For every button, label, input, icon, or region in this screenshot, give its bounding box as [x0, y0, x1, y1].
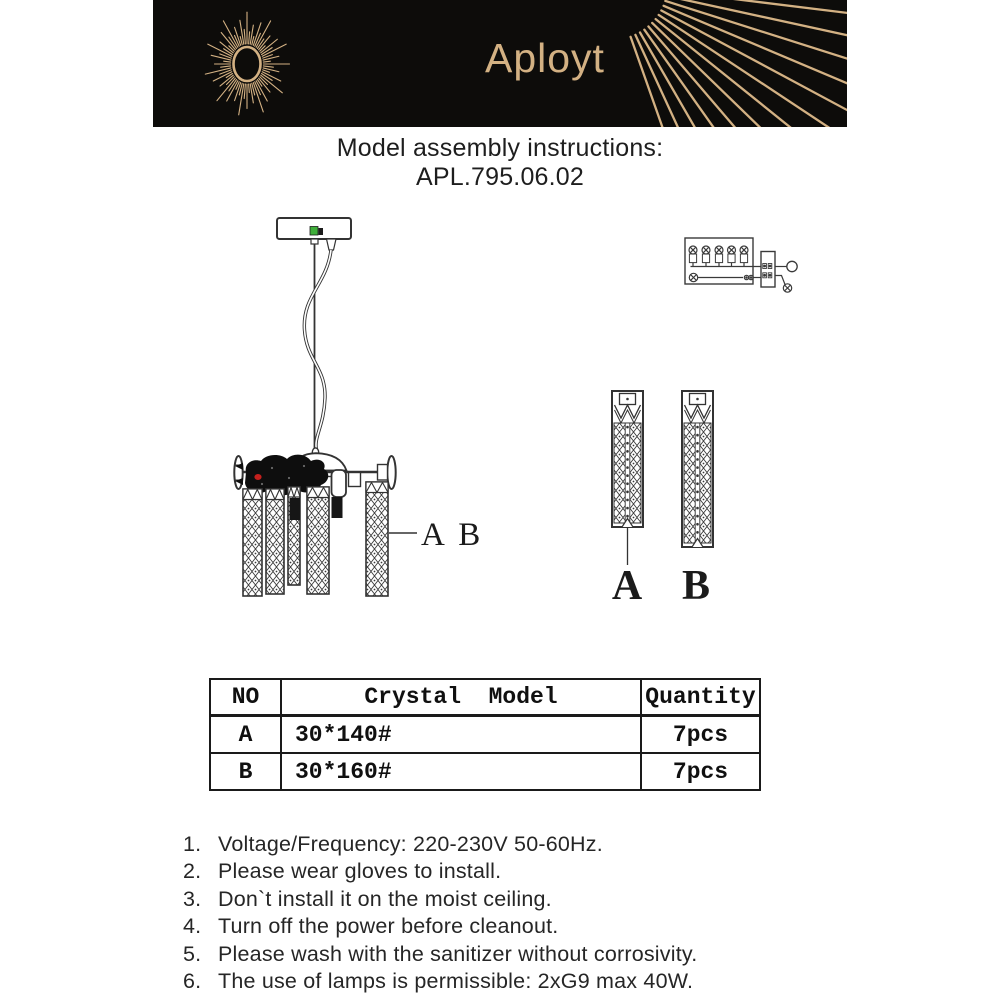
page-title-line1: Model assembly instructions:: [336, 134, 664, 162]
parts-table: [209, 678, 761, 791]
list-item: [183, 858, 863, 885]
list-item: [183, 968, 863, 995]
right-bracket: [378, 465, 388, 481]
power-cord-inner: [304, 250, 331, 450]
rod-attachment: [311, 239, 318, 244]
holder-bracket: [349, 473, 361, 487]
dark-sleeve-right: [332, 497, 343, 518]
output-circle: [787, 261, 797, 271]
item-text: Please wear gloves to install.: [218, 859, 502, 884]
lamp-symbols-row: [689, 246, 748, 267]
table-header-row: [210, 679, 760, 716]
terminal-block: [761, 252, 775, 288]
item-text: The use of lamps is permissible: 2xG9 max 40W.: [218, 969, 694, 994]
output-wire-2: [775, 276, 785, 285]
instructions-list: [183, 831, 863, 995]
header-no: NO: [210, 679, 281, 716]
crystal-b-drawing: [682, 391, 713, 547]
list-item: [183, 913, 863, 940]
red-crystal-mark: [254, 474, 261, 480]
header-crystal-model: Crystal Model: [281, 679, 641, 716]
item-text: Don`t install it on the moist ceiling.: [218, 886, 552, 911]
item-number: 2.: [183, 859, 202, 884]
table-row: [210, 753, 760, 790]
output-lamp-symbol: [783, 284, 791, 292]
list-item: [183, 831, 863, 858]
item-number: 5.: [183, 941, 202, 966]
brand-wordmark: Aployt: [485, 35, 605, 81]
cell-no: A: [210, 716, 281, 754]
model-number: APL.795.06.02: [415, 163, 585, 191]
dark-sleeve-left: [290, 498, 301, 520]
crystal-panels: [243, 482, 388, 596]
cell-no: B: [210, 753, 281, 790]
list-item: [183, 941, 863, 968]
item-number: 6.: [183, 969, 202, 994]
bulb-holder: [332, 470, 347, 497]
cord-grip: [327, 239, 337, 250]
crystal-b-label: B: [681, 563, 711, 609]
cell-qty: 7pcs: [641, 716, 760, 754]
cell-qty: 7pcs: [641, 753, 760, 790]
bottom-lamp-symbol: [689, 273, 761, 281]
item-number: 1.: [183, 832, 202, 856]
crystal-detail-figures: [612, 391, 713, 609]
green-terminal-mark: [310, 227, 318, 236]
pendant-lamp-figure: [234, 218, 480, 596]
crystal-a-drawing: [612, 391, 643, 565]
terminal-block-small: [319, 228, 324, 235]
table-row: [210, 716, 760, 754]
item-number: 4.: [183, 914, 202, 939]
cell-model: 30*160#: [281, 753, 641, 790]
item-text: Voltage/Frequency: 220-230V 50-60Hz.: [218, 832, 603, 856]
header-quantity: Quantity: [641, 679, 760, 716]
item-text: Please wash with the sanitizer without corrosivity.: [218, 941, 698, 966]
pointer-label: A B: [421, 517, 481, 553]
item-number: 3.: [183, 886, 202, 911]
crystal-a-label: A: [611, 563, 643, 609]
cell-model: 30*140#: [281, 716, 641, 754]
item-text: Turn off the power before cleanout.: [218, 914, 559, 939]
wiring-diagram: [685, 238, 797, 292]
list-item: [183, 886, 863, 913]
